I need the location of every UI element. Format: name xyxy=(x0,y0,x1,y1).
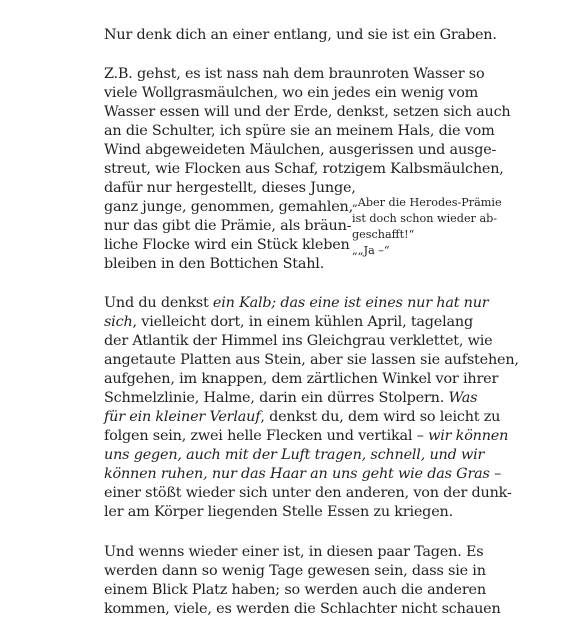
paragraph-2-line-9: nur das gibt die Prämie, als bräun- xyxy=(104,218,352,234)
p3-l9-italic: uns gegen, auch mit der Luft tragen, schnell, und wir xyxy=(104,447,485,463)
paragraph-3-line-6 xyxy=(104,389,477,408)
p3-l2-italic: sich xyxy=(104,314,133,330)
paragraph-3-line-1 xyxy=(104,294,488,313)
paragraph-2-line-7: dafür nur hergestellt, dieses Junge, xyxy=(104,180,356,196)
margin-note-line-3: geschafft!“ xyxy=(352,228,415,241)
paragraph-3-line-7 xyxy=(104,408,500,427)
p3-l10-roman: – xyxy=(489,466,502,482)
paragraph-2-line-3: Wasser essen will und der Erde, denkst, setzen sich auch xyxy=(104,104,511,120)
p3-l6-italic: Was xyxy=(448,390,478,406)
paragraph-4-line-4: kommen, viele, es werden die Schlachter nicht schauen xyxy=(104,601,501,617)
paragraph-3-line-11: einer stößt wieder sich unter den anderen, von der dunk- xyxy=(104,485,512,501)
p3-l8-roman: folgen sein, zwei helle Flecken und vertikal – xyxy=(104,428,429,444)
p3-l8-italic: wir können xyxy=(428,428,509,444)
paragraph-3-line-10 xyxy=(104,465,501,484)
p3-l10-italic: können ruhen, nur das Haar an uns geht wie das Gras xyxy=(104,466,490,482)
paragraph-2-line-6: streut, wie Flocken aus Schaf, rotzigem Kalbsmäulchen, xyxy=(104,161,504,177)
paragraph-3-line-2 xyxy=(104,313,473,332)
margin-note-line-2: ist doch schon wieder ab- xyxy=(352,212,498,225)
p3-l7-italic: für ein kleiner Verlauf xyxy=(104,409,261,425)
paragraph-2-line-4: an die Schulter, ich spüre sie an meinem Hals, die vom xyxy=(104,123,495,139)
paragraph-3-line-8 xyxy=(104,427,508,446)
p3-l2-roman: , vielleicht dort, in einem kühlen April, tagelang xyxy=(132,314,473,330)
paragraph-2-line-2: viele Wollgrasmäulchen, wo ein jedes ein wenig vom xyxy=(104,85,479,101)
margin-note-line-4: „„Ja –“ xyxy=(352,244,390,257)
p3-l1-roman: Und du denkst xyxy=(104,295,213,311)
paragraph-1-line-1: Nur denk dich an einer entlang, und sie ist ein Graben. xyxy=(104,27,497,43)
paragraph-3-line-9 xyxy=(104,446,484,465)
paragraph-4-line-3: einem Blick Platz haben; so werden auch die anderen xyxy=(104,582,486,598)
paragraph-2-line-8: ganz junge, genommen, gemahlen, xyxy=(104,199,353,215)
paragraph-2-line-5: Wind abgeweideten Mäulchen, ausgerissen und ausge- xyxy=(104,142,497,158)
paragraph-3-line-3: der Atlantik der Himmel ins Gleichgrau verklettet, wie xyxy=(104,333,493,349)
paragraph-3-line-4: angetaute Platten aus Stein, aber sie lassen sie aufstehen, xyxy=(104,352,519,368)
paragraph-4-line-2: werden dann so wenig Tage gewesen sein, dass sie in xyxy=(104,563,486,579)
p3-l6-roman: Schmelzlinie, Halme, darin ein dürres Stolpern. xyxy=(104,390,449,406)
paragraph-4-line-1: Und wenns wieder einer ist, in diesen paar Tagen. Es xyxy=(104,544,484,560)
paragraph-2-line-10: liche Flocke wird ein Stück kleben xyxy=(104,237,350,253)
paragraph-3-line-5: aufgehen, im knappen, dem zärtlichen Winkel vor ihrer xyxy=(104,371,499,387)
paragraph-3-line-12: ler am Körper liegenden Stelle Essen zu kriegen. xyxy=(104,504,453,520)
paragraph-2-line-11: bleiben in den Bottichen Stahl. xyxy=(104,256,325,272)
paragraph-2-line-1: Z.B. gehst, es ist nass nah dem braunroten Wasser so xyxy=(104,66,485,82)
p3-l7-roman: , denkst du, dem wird so leicht zu xyxy=(260,409,501,425)
margin-note-line-1: „Aber die Herodes-Prämie xyxy=(352,196,502,209)
p3-l1-italic: ein Kalb; das eine ist eines nur hat nur xyxy=(212,295,489,311)
